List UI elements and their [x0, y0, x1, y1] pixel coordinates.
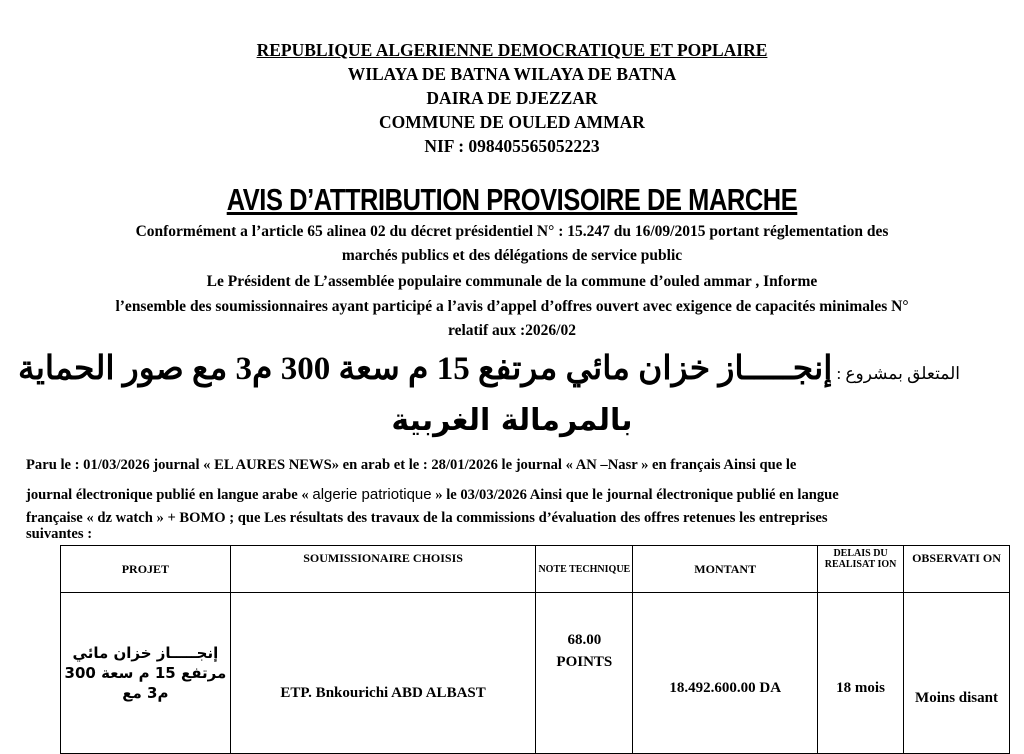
intro-line-3: Le Président de L’assemblée populaire communale de la commune d’ouled ammar , Informe: [206, 273, 818, 290]
cell-delais: 18 mois: [818, 593, 904, 754]
col-note: NOTE TECHNIQUE: [536, 546, 633, 593]
col-delais: DELAIS DU REALISAT ION: [818, 546, 904, 593]
col-observation: OBSERVATI ON: [904, 546, 1010, 593]
publication-line-3: française « dz watch » + BOMO ; que Les résultats des travaux de la commissions d’évaluation des offres retenues les entreprises: [26, 510, 828, 526]
notice-title: AVIS D’ATTRIBUTION PROVISOIRE DE MARCHE: [226, 182, 798, 217]
project-title-line-2: بالمرمالة الغربية: [391, 403, 633, 438]
republic-line: REPUBLIQUE ALGERIENNE DEMOCRATIQUE ET POPLAIRE: [256, 40, 768, 60]
cell-montant: 18.492.600.00 DA: [633, 593, 818, 754]
project-title-line-1: [18, 348, 960, 388]
project-prefix: المتعلق بمشروع :: [836, 364, 960, 383]
cell-observation: Moins disant: [904, 593, 1010, 754]
col-soumissionaire: SOUMISSIONAIRE CHOISIS: [230, 546, 536, 593]
intro-line-1: Conformément a l’article 65 alinea 02 du décret présidentiel N° : 15.247 du 16/09/2015 portant réglementation des: [135, 223, 889, 240]
table-header-row: [61, 546, 1010, 593]
newspaper-name: algerie patriotique: [312, 486, 432, 503]
publication-line-1: Paru le : 01/03/2026 journal « EL AURES NEWS» en arab et le : 28/01/2026 le journal « AN –Nasr » en français Ainsi que le: [26, 457, 797, 473]
cell-soumissionaire: ETP. Bnkourichi ABD ALBAST: [230, 593, 536, 754]
publication-line-2: [26, 485, 1006, 505]
intro-line-2: marchés publics et des délégations de service public: [341, 247, 683, 264]
cell-projet: إنجـــــاز خزان مائي مرتفع 15 م سعة 300 م3 مع: [61, 593, 231, 754]
intro-line-5: relatif aux :2026/02: [447, 322, 576, 339]
col-montant: MONTANT: [633, 546, 818, 593]
wilaya-line: WILAYA DE BATNA WILAYA DE BATNA: [347, 64, 677, 84]
commune-line: COMMUNE DE OULED AMMAR: [379, 112, 645, 132]
letterhead: [0, 38, 1024, 158]
table-row: [61, 593, 1010, 754]
daira-line: DAIRA DE DJEZZAR: [426, 88, 598, 108]
publication-line-2a: journal électronique publié en langue arabe «: [26, 487, 313, 503]
cell-note: 68.00 POINTS: [536, 593, 633, 754]
project-title: إنجـــــاز خزان مائي مرتفع 15 م سعة 300 م3 مع صور الحماية: [18, 351, 833, 387]
publication-line-4: suivantes :: [26, 526, 93, 542]
intro-line-4: l’ensemble des soumissionnaires ayant participé a l’avis d’appel d’offres ouvert avec exigence de capacités minimales N°: [115, 298, 909, 315]
results-table: [60, 545, 1010, 754]
col-projet: PROJET: [61, 546, 231, 593]
publication-line-2c: » le 03/03/2026 Ainsi que le journal électronique publié en langue: [431, 487, 839, 503]
nif-line: NIF : 098405565052223: [424, 136, 600, 156]
